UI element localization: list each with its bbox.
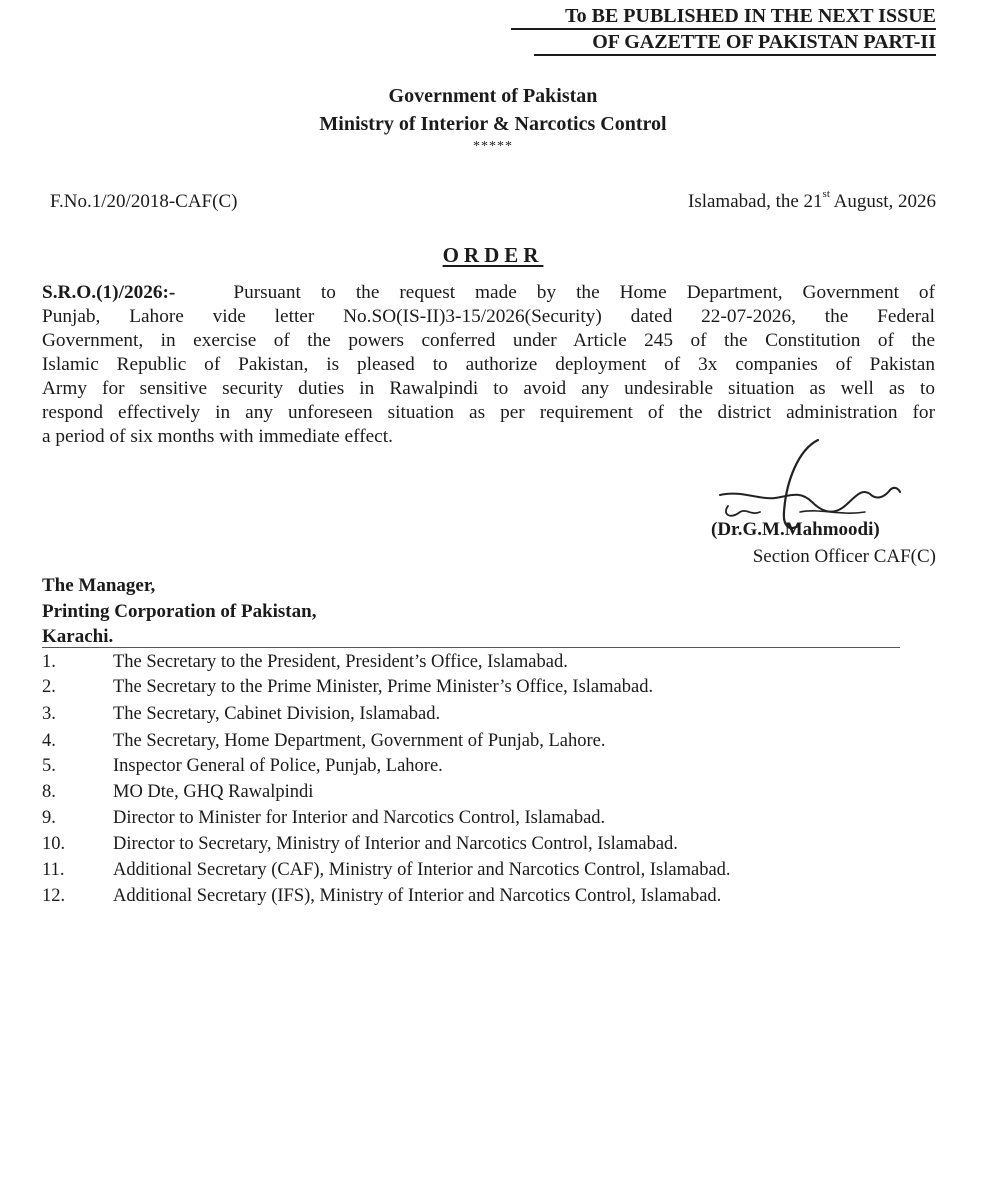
signatory-title: Section Officer CAF(C) (752, 546, 936, 567)
order-body-line: a period of six months with immediate effect. (42, 426, 393, 447)
copy-recipient: Director to Minister for Interior and Narcotics Control, Islamabad. (113, 808, 606, 828)
copy-number: 2. (42, 677, 56, 697)
copy-list-item (42, 834, 678, 855)
copy-recipient: The Secretary, Cabinet Division, Islamabad. (113, 704, 441, 724)
copy-list-item (42, 731, 605, 752)
addressee-divider (42, 647, 900, 648)
copy-number: 3. (42, 704, 56, 724)
order-heading: ORDER (442, 243, 544, 267)
copy-recipient: Additional Secretary (CAF), Ministry of Interior and Narcotics Control, Islamabad. (113, 860, 731, 880)
copy-list-item (42, 808, 605, 829)
copy-recipient: Director to Secretary, Ministry of Interior and Narcotics Control, Islamabad. (113, 834, 678, 854)
copy-list-item (42, 677, 653, 698)
copy-list-item (42, 652, 568, 673)
copy-number: 10. (42, 834, 66, 854)
copy-list-item (42, 782, 313, 803)
copy-list-item (42, 756, 443, 777)
date-ordinal: st (822, 188, 830, 200)
order-body-line: S.R.O.(1)/2026:- Pursuant to the request made by the Home Department, Government of (42, 282, 935, 303)
gazette-underline-1 (511, 28, 936, 30)
addressee-line-1: The Manager, (42, 575, 156, 596)
copy-recipient: The Secretary, Home Department, Government of Punjab, Lahore. (113, 731, 606, 751)
gazette-notice-line-1: To BE PUBLISHED IN THE NEXT ISSUE (565, 5, 936, 27)
gazette-underline-2 (534, 54, 936, 56)
order-body-line: Army for sensitive security duties in Rawalpindi to avoid any undesirable situation as well as to (42, 378, 935, 399)
copy-number: 1. (42, 652, 56, 672)
copy-list-item (42, 860, 731, 881)
date-line (688, 188, 936, 213)
ministry-heading: Ministry of Interior & Narcotics Control (319, 113, 667, 135)
copy-number: 5. (42, 756, 56, 776)
date-rest: August, 2026 (829, 191, 936, 212)
addressee-line-3: Karachi. (42, 626, 114, 647)
copy-recipient: Additional Secretary (IFS), Ministry of Interior and Narcotics Control, Islamabad. (113, 886, 722, 906)
gazette-notice-line-2: OF GAZETTE OF PAKISTAN PART-II (592, 31, 936, 53)
copy-recipient: MO Dte, GHQ Rawalpindi (113, 782, 314, 802)
government-heading: Government of Pakistan (388, 85, 598, 107)
copy-recipient: Inspector General of Police, Punjab, Lahore. (113, 756, 443, 776)
copy-number: 12. (42, 886, 66, 906)
order-body-line: Punjab, Lahore vide letter No.SO(IS-II)3-15/2026(Security) dated 22-07-2026, the Federal (42, 306, 935, 327)
order-body-line: respond effectively in any unforeseen situation as per requirement of the district administration for (42, 402, 935, 423)
order-body-line: Government, in exercise of the powers conferred under Article 245 of the Constitution of the (42, 330, 935, 351)
copy-recipient: The Secretary to the Prime Minister, Prime Minister’s Office, Islamabad. (113, 677, 654, 697)
copy-list-item (42, 704, 440, 725)
copy-number: 9. (42, 808, 56, 828)
date-prefix: Islamabad, the 21 (688, 191, 823, 212)
file-number: F.No.1/20/2018-CAF(C) (50, 191, 238, 212)
copy-number: 8. (42, 782, 56, 802)
signatory-name: (Dr.G.M.Mahmoodi) (711, 519, 880, 540)
order-body-line: Islamic Republic of Pakistan, is pleased to authorize deployment of 3x companies of Pakistan (42, 354, 935, 375)
separator-stars: ***** (473, 139, 513, 154)
copy-recipient: The Secretary to the President, President’s Office, Islamabad. (113, 652, 568, 672)
copy-list-item (42, 886, 721, 907)
sro-number: S.R.O.(1)/2026:- (42, 282, 176, 303)
addressee-line-2: Printing Corporation of Pakistan, (42, 601, 317, 622)
copy-number: 11. (42, 860, 65, 880)
copy-number: 4. (42, 731, 56, 751)
